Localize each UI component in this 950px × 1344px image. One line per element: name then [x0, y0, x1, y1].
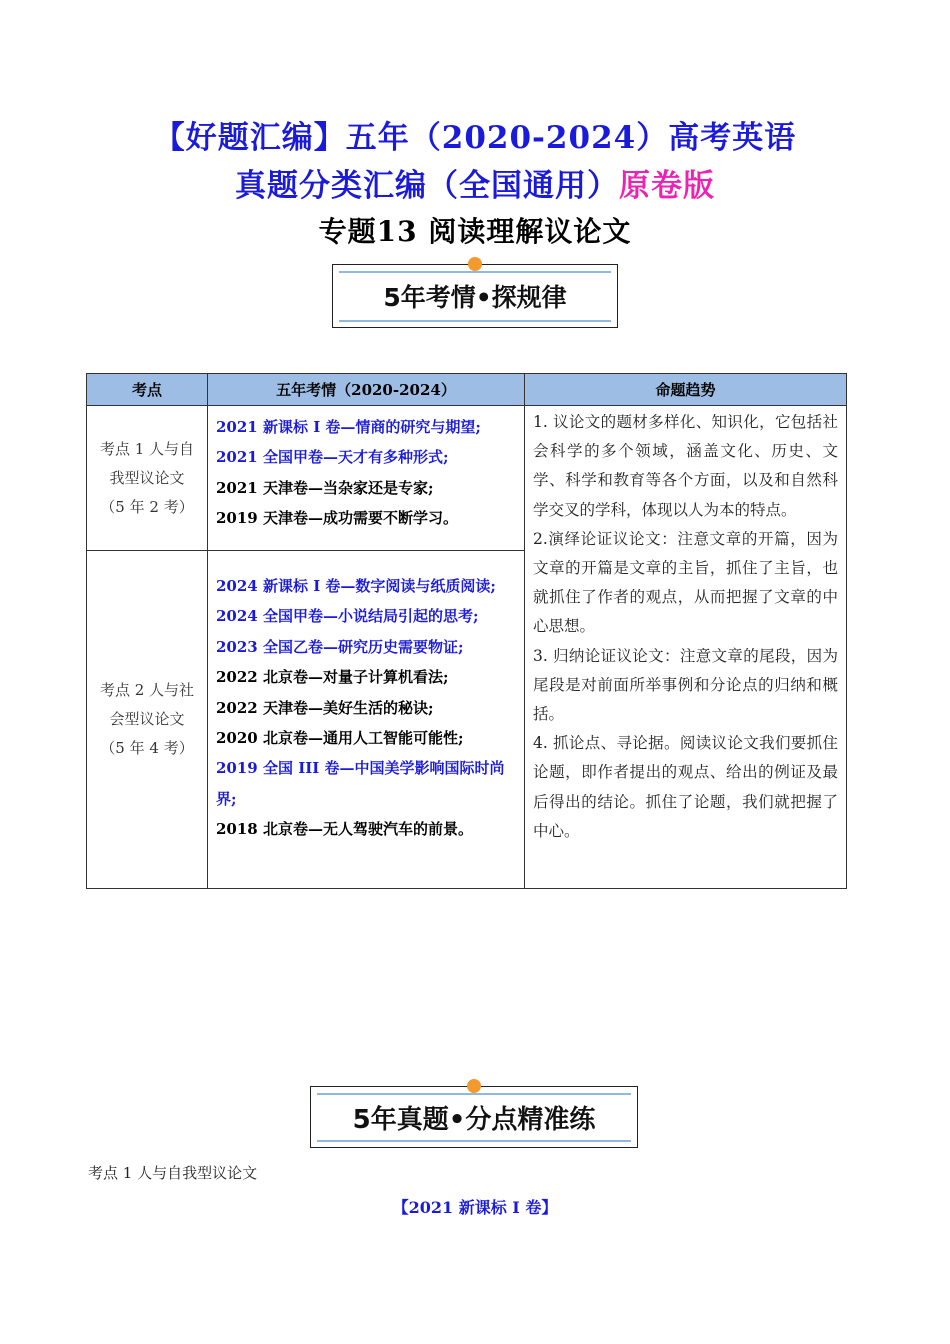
kaodian-line: 会型议论文: [109, 710, 185, 728]
trend-paragraph: 1. 议论文的题材多样化、知识化，它包括社会科学的多个领域，涵盖文化、历史、文学、科学和教育等各个方面，以及和自然科学交叉的学科，体现以人为本的特点。: [533, 413, 838, 519]
kaodian-line: 考点 1 人与自: [99, 439, 195, 458]
banner-dot-icon: [468, 257, 482, 271]
doc-title-version: 原卷版: [619, 168, 715, 204]
banner-stripe: [317, 1093, 631, 1095]
exam-item: 2020 北京卷—通用人工智能可能性;: [216, 729, 464, 748]
banner-stripe: [339, 320, 611, 322]
kaodian-cell: [87, 406, 208, 551]
doc-title-line2-main: 真题分类汇编（全国通用）: [235, 168, 619, 204]
exam-trend-table: [86, 373, 847, 889]
exam-item: 2023 全国乙卷—研究历史需要物证;: [216, 637, 464, 656]
trend-paragraph: 3. 归纳论证议论文：注意文章的尾段，因为尾段是对前面所举事例和分论点的归纳和概括。: [533, 646, 838, 724]
table-row: [87, 406, 847, 551]
table-header-row: [87, 374, 847, 406]
banner-stripe: [339, 271, 611, 273]
exam-items-cell: [208, 551, 525, 889]
col-header-trend: 命题趋势: [525, 374, 847, 406]
col-header-history: 五年考情（2020-2024）: [208, 374, 525, 406]
exam-item: 2019 全国 III 卷—中国美学影响国际时尚界;: [216, 759, 505, 808]
banner-label: 5年真题•分点精准练: [352, 1104, 596, 1135]
topic-title: 专题13 阅读理解议论文: [318, 215, 632, 248]
col-header-kaodian: 考点: [87, 374, 208, 406]
kaodian-line: （5 年 2 考）: [100, 497, 194, 516]
kaodian-line: 我型议论文: [109, 468, 185, 487]
exam-item: 2024 全国甲卷—小说结局引起的思考;: [216, 607, 479, 626]
exam-item: 2022 北京卷—对量子计算机看法;: [216, 668, 449, 687]
exam-source-label: 【2021 新课标 I 卷】: [392, 1198, 558, 1217]
exam-item: 2018 北京卷—无人驾驶汽车的前景。: [216, 820, 473, 839]
exam-item: 2021 新课标 I 卷—情商的研究与期望;: [216, 418, 481, 436]
doc-title-line1: 【好题汇编】五年（2020-2024）高考英语: [153, 120, 797, 156]
section-banner-practice: [310, 1086, 638, 1148]
trend-cell: [525, 406, 847, 889]
exam-item: 2024 新课标 I 卷—数字阅读与纸质阅读;: [216, 577, 496, 595]
section-banner-trends: [332, 264, 618, 328]
kaodian-cell: [87, 551, 208, 889]
exam-item: 2021 天津卷—当杂家还是专家;: [216, 478, 434, 497]
exam-items-cell: [208, 406, 525, 551]
banner-label: 5年考情•探规律: [383, 283, 567, 312]
doc-title-line2: [0, 160, 950, 205]
banner-dot-icon: [467, 1079, 481, 1093]
exam-item: 2021 全国甲卷—天才有多种形式;: [216, 448, 449, 467]
section-kaodian-label: 考点 1 人与自我型议论文: [88, 1164, 258, 1182]
trend-paragraph: 2.演绎论证议论文：注意文章的开篇，因为文章的开篇是文章的主旨，抓住了主旨，也就抓住了作者的观点，从而把握了文章的中心思想。: [533, 529, 838, 636]
kaodian-line: 考点 2 人与社: [99, 681, 195, 699]
kaodian-line: （5 年 4 考）: [100, 739, 194, 757]
exam-item: 2019 天津卷—成功需要不断学习。: [216, 509, 458, 528]
exam-item: 2022 天津卷—美好生活的秘诀;: [216, 698, 434, 717]
trend-paragraph: 4. 抓论点、寻论据。阅读议论文我们要抓住论题，即作者提出的观点、给出的例证及最后得出的结论。抓住了论题，我们就把握了中心。: [533, 734, 838, 840]
banner-stripe: [317, 1140, 631, 1142]
